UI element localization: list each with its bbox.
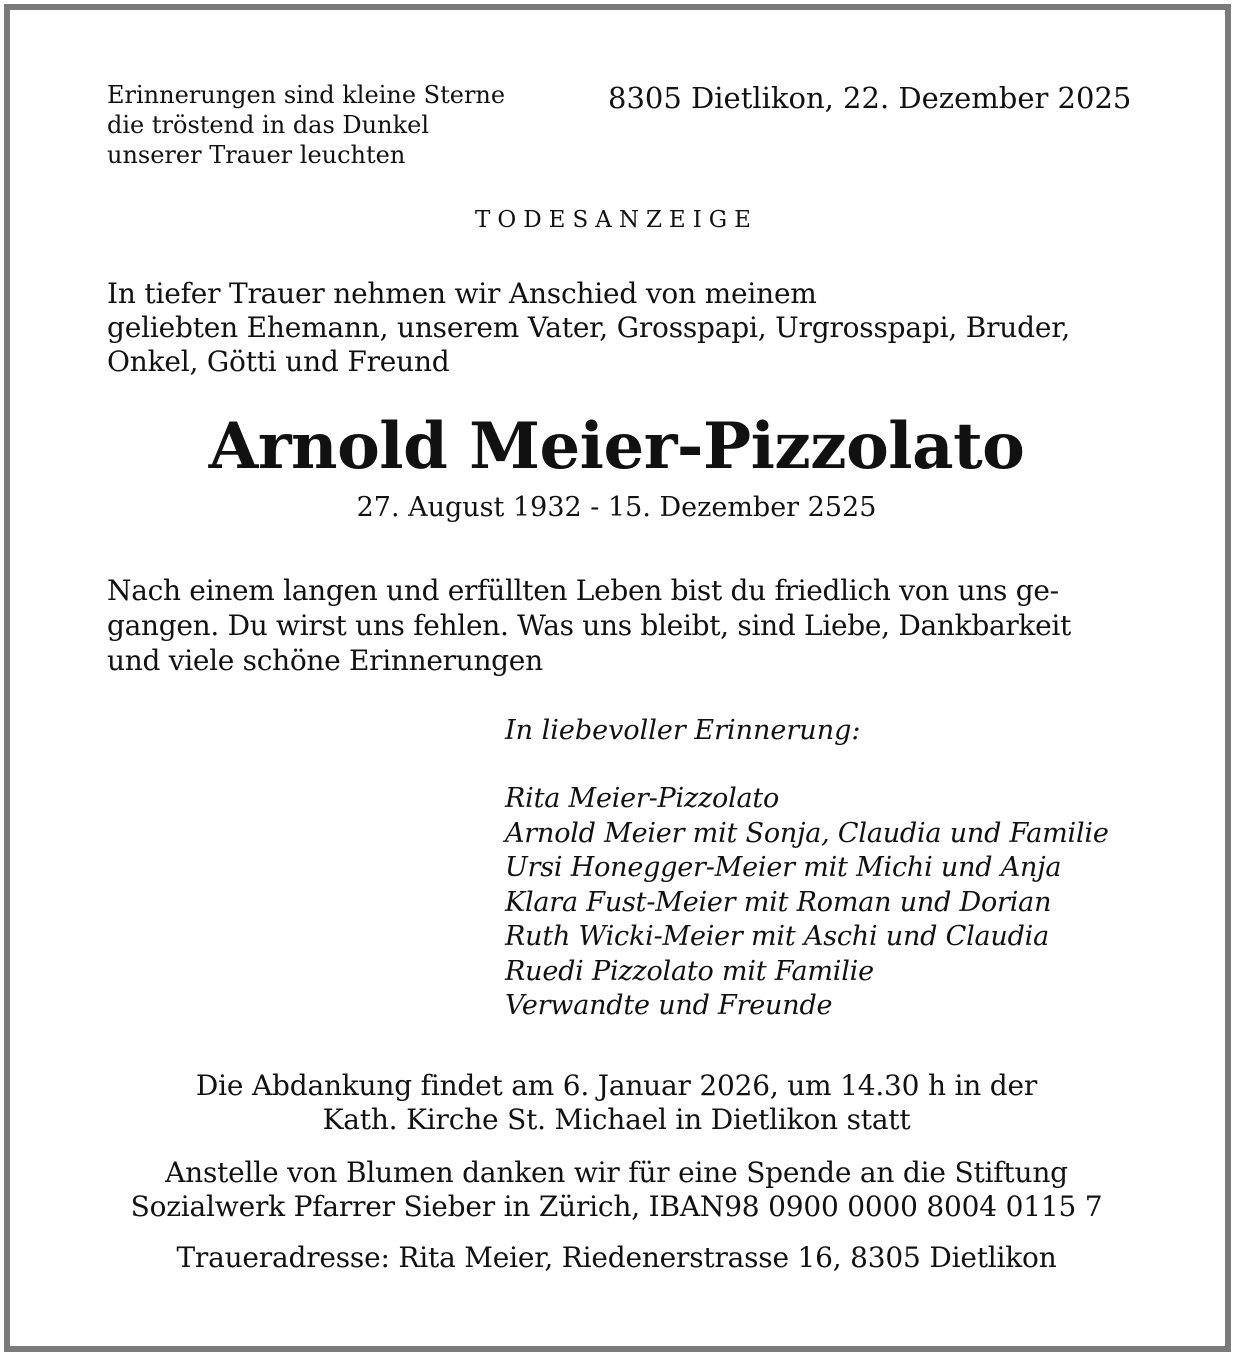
mourner-item: Klara Fust-Meier mit Roman und Dorian <box>505 886 1052 918</box>
donation-line: Anstelle von Blumen danken wir für eine Spende an die Stiftung <box>165 1156 1068 1189</box>
mourner-item: Verwandte und Freunde <box>505 990 833 1021</box>
place-and-date: 8305 Dietlikon, 22. Dezember 2025 <box>608 81 1132 115</box>
mourner-item: Ruedi Pizzolato mit Familie <box>505 955 874 987</box>
memorial-quote <box>107 80 505 170</box>
service-line: Kath. Kirche St. Michael in Dietlikon statt <box>322 1103 911 1136</box>
address-line: Traueradresse: Rita Meier, Riedenerstrasse 16, 8305 Dietlikon <box>176 1241 1057 1274</box>
intro-text <box>107 277 1070 379</box>
memory-heading: In liebevoller Erinnerung: <box>505 715 861 746</box>
farewell-line: und viele schöne Erinnerungen <box>107 644 543 677</box>
quote-line: unserer Trauer leuchten <box>107 141 406 169</box>
donation-info <box>0 1156 1233 1224</box>
intro-line: In tiefer Trauer nehmen wir Anschied von meinem <box>107 277 817 310</box>
farewell-text <box>107 573 1071 678</box>
quote-line: Erinnerungen sind kleine Sterne <box>107 81 506 109</box>
intro-line: Onkel, Götti und Freund <box>107 345 450 378</box>
mourner-item: Ruth Wicki-Meier mit Aschi und Claudia <box>505 921 1050 952</box>
mourner-item: Ursi Honegger-Meier mit Michi und Anja <box>505 852 1062 883</box>
life-dates: 27. August 1932 - 15. Dezember 2525 <box>356 492 877 523</box>
farewell-line: gangen. Du wirst uns fehlen. Was uns bleibt, sind Liebe, Dankbarkeit <box>107 609 1071 642</box>
notice-heading: TODESANZEIGE <box>475 207 758 233</box>
deceased-name: Arnold Meier-Pizzolato <box>208 409 1025 484</box>
service-line: Die Abdankung findet am 6. Januar 2026, um 14.30 h in der <box>195 1069 1038 1102</box>
donation-line: Sozialwerk Pfarrer Sieber in Zürich, IBAN98 0900 0000 8004 0115 7 <box>130 1190 1103 1223</box>
mourner-item: Rita Meier-Pizzolato <box>505 783 780 814</box>
mourners-list <box>505 782 1109 1024</box>
farewell-line: Nach einem langen und erfüllten Leben bist du friedlich von uns ge- <box>107 574 1059 607</box>
mourning-address <box>0 1241 1233 1275</box>
quote-line: die tröstend in das Dunkel <box>107 111 430 139</box>
mourner-item: Arnold Meier mit Sonja, Claudia und Familie <box>505 817 1109 849</box>
intro-line: geliebten Ehemann, unserem Vater, Grosspapi, Urgrosspapi, Bruder, <box>107 311 1071 344</box>
service-info <box>0 1069 1233 1137</box>
